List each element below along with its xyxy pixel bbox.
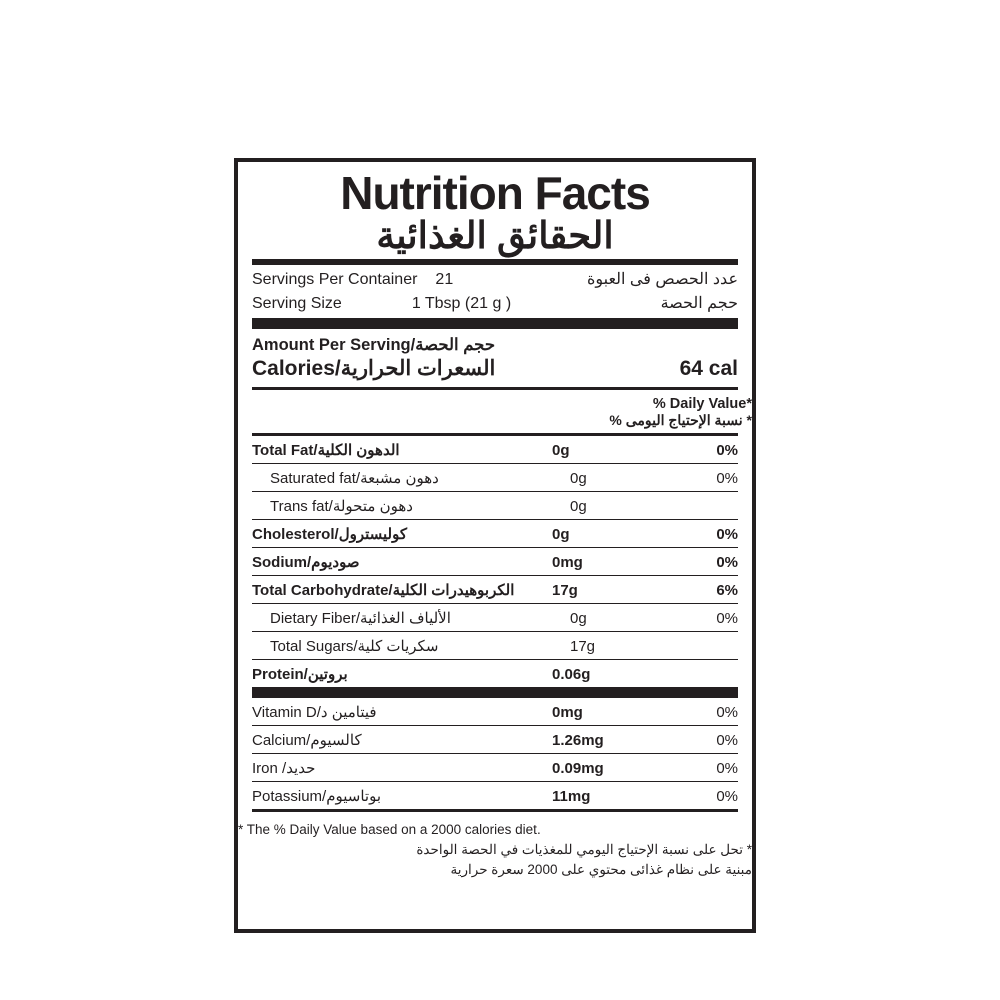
servings-section [238,265,752,318]
nutrient-percent-daily-value: 0% [716,704,738,722]
nutrient-name [252,787,552,805]
nutrient-name-ar: صوديوم [311,554,360,572]
servings-per-container-row [252,265,738,289]
nutrient-percent-daily-value: 0% [716,442,738,460]
table-row [252,660,738,687]
nutrient-name-ar: دهون متحولة [332,498,413,516]
nutrient-amount: 0.06g [552,666,591,684]
nutrient-percent-daily-value: 0% [716,610,738,628]
nutrient-name [252,553,552,571]
servings-per-container-label-arabic: عدد الحصص فى العبوة [586,271,738,289]
page-title-arabic: الحقائق الغذائية [376,214,614,256]
nutrient-name-ar: حديد [286,760,316,778]
table-row [252,632,738,659]
nutrient-name-en: Total Sugars/ [270,638,358,656]
daily-value-label-en: % Daily Value* [652,396,752,413]
nutrient-name-ar: الكربوهيدرات الكلية [392,582,515,600]
serving-size-label: Serving Size [252,295,342,313]
nutrient-name-ar: الألياف الغذائية [360,610,451,628]
nutrient-name [252,609,570,627]
servings-per-container-value: 21 [435,271,454,289]
divider-servings [252,318,738,329]
calories-label-arabic: السعرات الحرارية [340,357,496,381]
nutrient-name-en: Trans fat/ [270,498,333,516]
table-row [252,520,738,547]
table-row [252,492,738,519]
nutrient-name-en: Cholesterol/ [252,526,339,544]
nutrient-amount: 17g [570,638,596,656]
calories-value: 64 cal [679,357,738,381]
nutrient-percent-daily-value: 6% [716,582,738,600]
nutrient-name-en: Total Carbohydrate/ [252,582,393,600]
nutrient-amount: 0mg [552,704,583,722]
daily-value-label-ar: * نسبة الإحتياج اليومى % [609,412,752,429]
nutrient-percent-daily-value: 0% [716,788,738,806]
amount-per-serving-label: Amount Per Serving/ [252,336,416,355]
nutrient-name [252,731,552,749]
nutrient-amount: 11mg [552,788,591,806]
table-row [252,726,738,753]
nutrient-percent-daily-value: 0% [716,470,738,488]
nutrient-name-ar: بروتين [307,666,348,684]
calories-label: Calories/ [252,357,341,381]
nutrient-percent-daily-value: 0% [716,526,738,544]
nutrient-name-en: Saturated fat/ [270,470,361,488]
nutrient-name [252,637,570,655]
nutrient-name-ar: كوليسترول [338,526,408,544]
nutrient-name [252,703,552,721]
nutrient-name-en: Iron / [252,760,287,778]
nutrient-name [252,497,570,515]
nutrient-name [252,759,552,777]
nutrient-name [252,441,552,459]
nutrient-name-en: Protein/ [252,666,308,684]
nutrient-amount: 0mg [552,554,583,572]
amount-per-serving-label-arabic: حجم الحصة [415,336,496,355]
footnote-ar-line1: * تحل على نسبة الإحتياج اليومي للمغذيات في الحصة الواحدة [416,842,752,858]
nutrition-facts-panel [234,158,756,933]
nutrient-amount: 1.26mg [552,732,604,750]
page-title: Nutrition Facts [340,167,650,219]
table-row [252,576,738,603]
nutrient-amount: 0g [552,442,570,460]
micronutrients-table [238,698,752,809]
nutrient-name-ar: الدهون الكلية [317,442,400,460]
nutrient-name [252,665,552,683]
amount-per-serving-row [252,329,738,355]
nutrient-amount: 0g [570,498,587,516]
table-row [252,436,738,463]
nutrient-percent-daily-value: 0% [716,554,738,572]
nutrient-amount: 0.09mg [552,760,604,778]
nutrient-name [252,525,552,543]
table-row [252,698,738,725]
footnote-en: * The % Daily Value based on a 2000 calories diet. [238,822,541,838]
table-row [252,754,738,781]
calories-section [238,329,752,387]
nutrient-name-ar: سكريات كلية [357,638,439,656]
calories-label-group [252,356,495,381]
nutrient-name-en: Total Fat/ [252,442,318,460]
nutrient-percent-daily-value: 0% [716,760,738,778]
calories-row [252,355,738,387]
nutrient-name-ar: فيتامين د [320,704,377,722]
nutrients-table [238,436,752,687]
nutrient-amount: 0g [570,610,587,628]
nutrient-name-en: Potassium/ [252,788,327,806]
nutrient-amount: 0g [552,526,570,544]
nutrient-name-en: Dietary Fiber/ [270,610,361,628]
daily-value-header [238,390,752,433]
nutrient-name-en: Sodium/ [252,554,312,572]
footnote-ar-line2: مبنية على نظام غذائى محتوي على 2000 سعرة حرارية [450,861,752,877]
label-title-block [238,162,752,259]
servings-per-container-label: Servings Per Container [252,271,418,289]
serving-size-row [252,289,738,318]
footnote-block [238,812,752,879]
nutrient-amount: 17g [552,582,578,600]
nutrient-name-ar: كالسيوم [310,732,362,750]
nutrient-name [252,581,552,599]
nutrient-name-en: Vitamin D/ [252,704,321,722]
nutrient-amount: 0g [570,470,587,488]
serving-size-value: 1 Tbsp (21 g ) [411,295,512,313]
nutrient-percent-daily-value: 0% [716,732,738,750]
nutrient-name [252,469,570,487]
nutrient-name-ar: بوتاسيوم [326,788,382,806]
nutrient-name-ar: دهون مشبعة [360,470,439,488]
nutrient-name-en: Calcium/ [252,732,311,750]
table-row [252,604,738,631]
table-row [252,464,738,491]
table-row [252,782,738,809]
serving-size-label-arabic: حجم الحصة [660,295,738,313]
divider-micronutrients [252,687,738,698]
table-row [252,548,738,575]
